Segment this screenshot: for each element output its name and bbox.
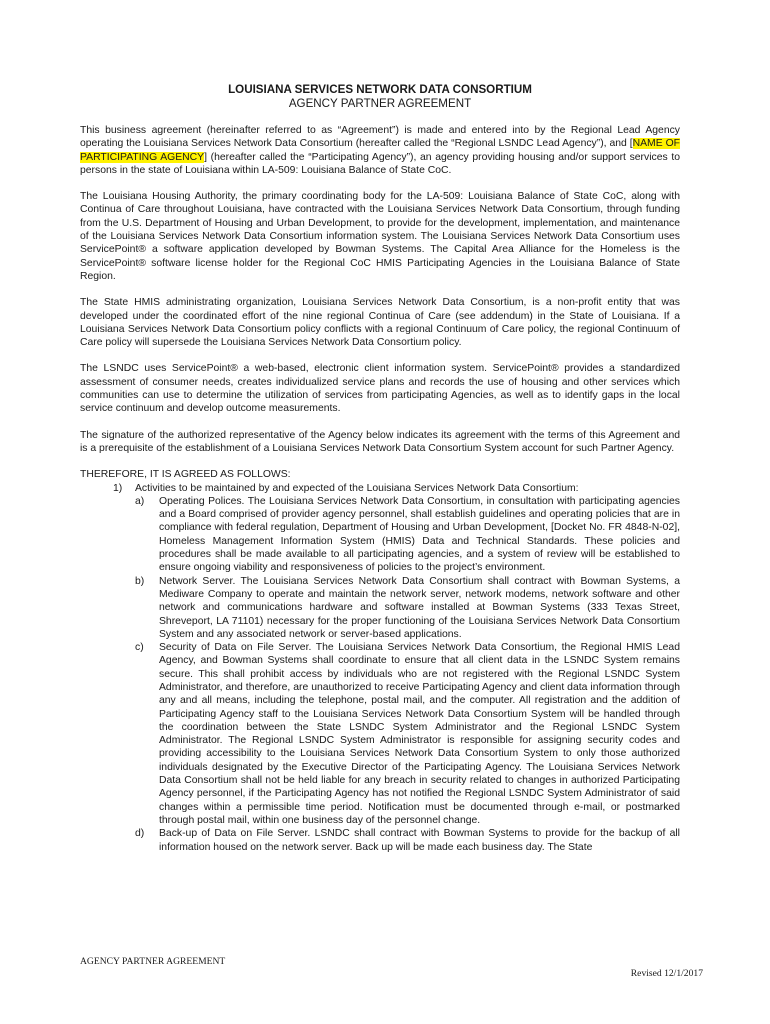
document-title: LOUISIANA SERVICES NETWORK DATA CONSORTIUM bbox=[228, 83, 532, 96]
list-item-security bbox=[135, 641, 680, 827]
agency-name-placeholder: NAME OF PARTICIPATING AGENCY bbox=[80, 138, 680, 163]
list-item-text: Operating Polices. The Louisiana Services Network Data Consortium, in consultation with participating agencies and a Board comprised of provider agency personnel, shall establish guidelines and operating policies that are in compliance with federal regulation, Department of Housing and Urban Development, [Docket No. FR 4848-N-02], Homeless Management Information System (HMIS) Data and Technical Standards. These policies and procedures shall be made available to all participating agencies, and a system of review will be established to ensure ongoing viability and responsiveness of policies to the project’s environment. bbox=[159, 495, 680, 574]
paragraph-signature: The signature of the authorized representative of the Agency below indicates its agreement with the terms of this Agreement and is a prerequisite of the establishment of a Louisiana Services Network Data Consortium System account for such Partner Agency. bbox=[80, 429, 680, 454]
footer-title: AGENCY PARTNER AGREEMENT bbox=[80, 956, 226, 967]
footer-revision: Revised 12/1/2017 bbox=[630, 968, 703, 979]
list-item-text: Back-up of Data on File Server. LSNDC shall contract with Bowman Systems to provide for the backup of all information housed on the network server. Back up will be made each business day. The State bbox=[159, 828, 680, 853]
list-item-marker: d) bbox=[135, 828, 145, 840]
therefore-heading: THEREFORE, IT IS AGREED AS FOLLOWS: bbox=[80, 469, 291, 481]
paragraph-state-hmis: The State HMIS administrating organization, Louisiana Services Network Data Consortium, is a non-profit entity that was developed under the coordinated effort of the nine regional Continua of Care (see addendum) in the State of Louisiana. If a Louisiana Services Network Data Consortium policy conflicts with a regional Continuum of Care policy, the regional Continuum of Care policy will supersede the Louisiana Services Network Data Consortium policy. bbox=[80, 297, 680, 349]
document-subtitle: AGENCY PARTNER AGREEMENT bbox=[288, 97, 472, 110]
section-1 bbox=[113, 482, 680, 495]
intro-text-after: ] (hereafter called the “Participating Agency”), an agency providing housing and/or support services to persons in the state of Louisiana within LA-509: Louisiana Balance of State CoC. bbox=[80, 151, 680, 176]
list-item-text: Network Server. The Louisiana Services Network Data Consortium shall contract with Bowman Systems, a Mediware Company to operate and maintain the network server, network modems, network software and other network and communications hardware and software installed at Bowman Systems (333 Texas Street, Shreveport, LA 71101) necessary for the proper functioning of the Louisiana Services Network Data Consortium System and any associated network or server-based applications. bbox=[159, 575, 680, 640]
list-item-network-server bbox=[135, 575, 680, 641]
list-item-marker: b) bbox=[135, 575, 145, 587]
list-item-backup bbox=[135, 827, 680, 854]
section-1-title: Activities to be maintained by and expected of the Louisiana Services Network Data Consortium: bbox=[135, 482, 579, 494]
paragraph-housing-authority: The Louisiana Housing Authority, the primary coordinating body for the LA-509: Louisiana Balance of State CoC, along with Continua of Care throughout Louisiana, have contracted with the Louisiana Services Network Data Consortium, through funding from the U.S. Department of Housing and Urban Development, to provide for the development, implementation, and maintenance of the Louisiana Services Network Data Consortium information system. The Louisiana Services Network Data Consortium uses ServicePoint® a software application developed by Bowman Systems. The Capital Area Alliance for the Homeless is the ServicePoint® software license holder for the Regional CoC HMIS Participating Agencies in the Louisiana Balance of State Region. bbox=[80, 191, 680, 282]
document-body bbox=[80, 83, 680, 854]
intro-paragraph bbox=[80, 124, 680, 177]
section-1-number: 1) bbox=[113, 482, 123, 494]
intro-text-before: This business agreement (hereinafter referred to as “Agreement”) is made and entered into by the Regional Lead Agency operating the Louisiana Services Network Data Consortium (hereafter called the “Regional LSNDC Lead Agency”), and [ bbox=[80, 125, 680, 150]
list-item-operating-policies bbox=[135, 495, 680, 575]
paragraph-servicepoint: The LSNDC uses ServicePoint® a web-based, electronic client information system. ServicePoint® provides a standardized assessment of consumer needs, creates individualized service plans and records the use of housing and other services which communities can use to determine the utilization of services from participating Agencies, as well as to identify gaps in the local service continuum and develop outcome measurements. bbox=[80, 363, 680, 415]
list-item-text: Security of Data on File Server. The Louisiana Services Network Data Consortium, the Regional HMIS Lead Agency, and Bowman Systems shall coordinate to ensure that all client data in the LSNDC System remains secure. This shall prohibit access by individuals who are not registered with the Regional LSNDC System Administrator, and therefore, are unauthorized to receive Participating Agency and client data information through any and all means, including the telephone, postal mail, and the computer. All registration and the addition of Participating Agency staff to the Louisiana Services Network Data Consortium System will be handled through the coordination between the State LSNDC System Administrator and the Regional LSNDC System Administrator. The Regional LSNDC System Administrator is responsible for assigning security codes and providing accessibility to the Louisiana Services Network Data Consortium System to only those authorized individuals designated by the Executive Director of the Participating Agency. The Louisiana Services Network Data Consortium shall not be held liable for any breach in security related to changes in authorized Participating Agency personnel, if the Participating Agency has not notified the Regional LSNDC System Administrator of said changes within a permissible time period. Notification must be documented through e-mail, or postmarked through postal mail, within one business day of the personnel change. bbox=[159, 642, 680, 826]
list-item-marker: a) bbox=[135, 495, 145, 507]
list-item-marker: c) bbox=[135, 642, 144, 654]
